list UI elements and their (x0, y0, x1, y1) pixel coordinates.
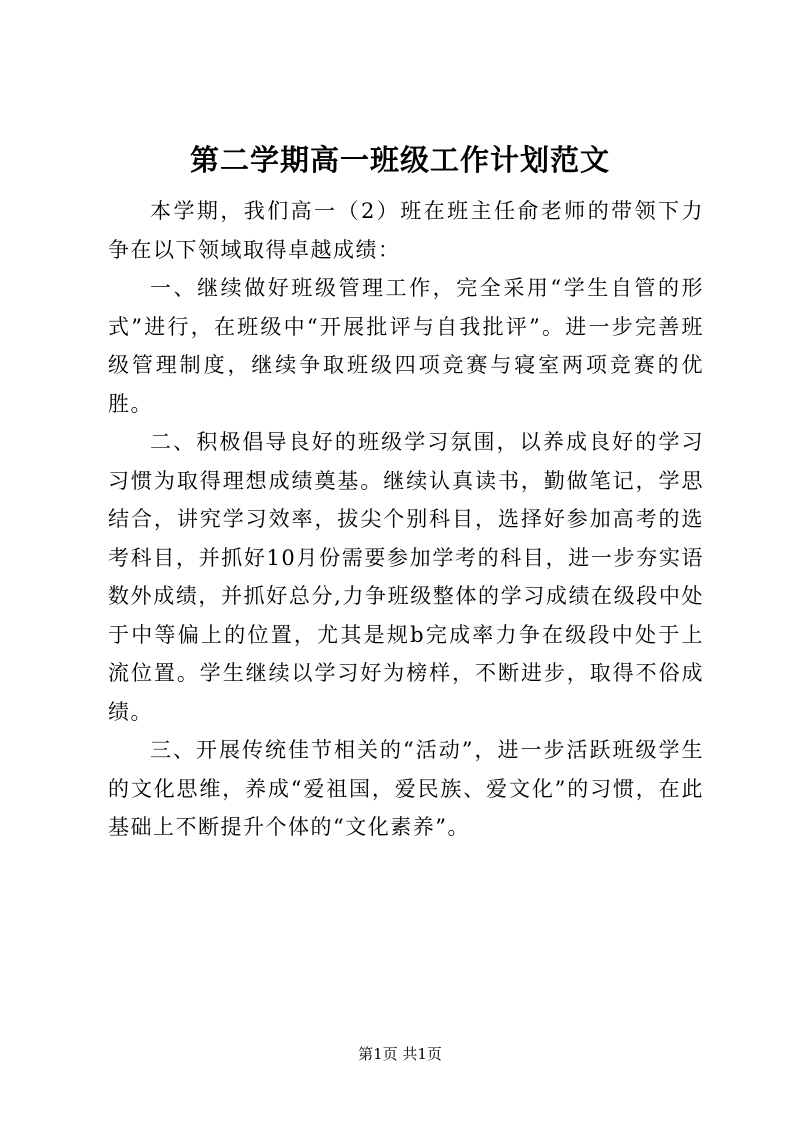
paragraph-cultural-activities: 三、开展传统佳节相关的“活动”，进一步活跃班级学生的文化思维，养成“爱祖国，爱民族、爱文化”的习惯，在此基础上不断提升个体的“文化素养”。 (108, 738, 704, 839)
page-number-footer: 第1页 共1页 (358, 1045, 442, 1063)
document-body (108, 192, 704, 847)
document-title: 第二学期高一班级工作计划范文 (189, 143, 610, 177)
paragraph-class-management: 一、继续做好班级管理工作，完全采用“学生自管的形式”进行，在班级中“开展批评与自我批评”。进一步完善班级管理制度，继续争取班级四项竞赛与寝室两项竞赛的优胜。 (108, 276, 704, 416)
paragraph-study-atmosphere: 二、积极倡导良好的班级学习氛围，以养成良好的学习习惯为取得理想成绩奠基。继续认真读书，勤做笔记，学思结合，讲究学习效率，拔尖个别科目，选择好参加高考的选考科目，并抓好10月份需要参加学考的科目，进一步夯实语数外成绩，并抓好总分,力争班级整体的学习成绩在级段中处于中等偏上的位置，尤其是规b完成率力争在级段中处于上流位置。学生继续以学习好为榜样，不断进步，取得不俗成绩。 (108, 430, 704, 724)
paragraph-intro: 本学期，我们高一（2）班在班主任俞老师的带领下力争在以下领域取得卓越成绩： (108, 199, 704, 262)
